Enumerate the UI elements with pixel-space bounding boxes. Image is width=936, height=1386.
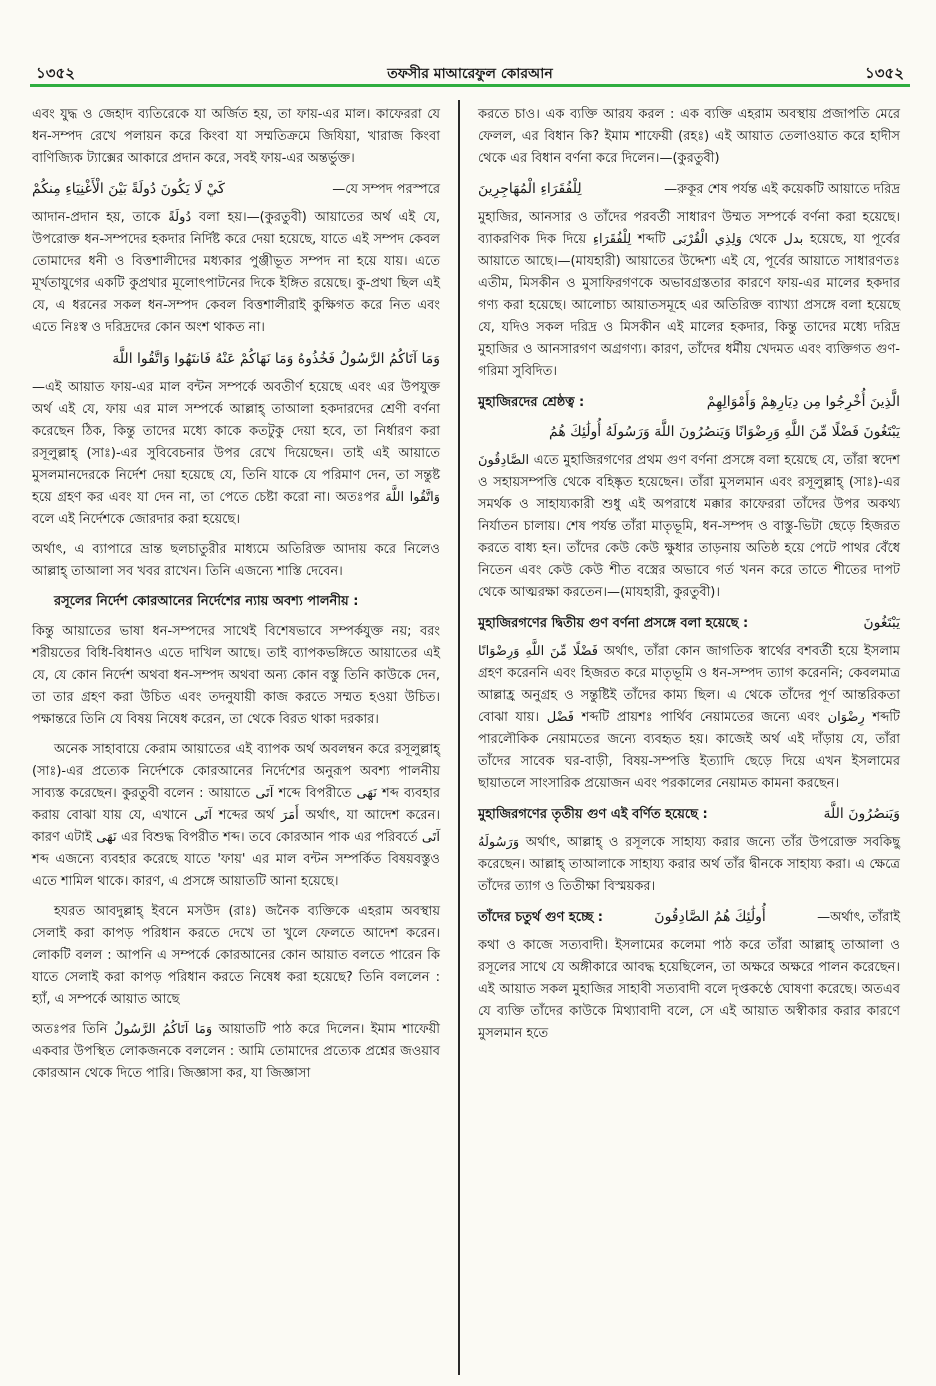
- arabic-verse: كَيْ لَا يَكُونَ دُولَةً بَيْنَ الْأَغْنِيَاءِ مِنكُمْ: [32, 181, 225, 197]
- arabic-word: وَمَا آتَاكُمُ الرَّسُولُ: [113, 1022, 213, 1037]
- verse-gloss: —রুকূর শেষ পর্যন্ত এই কয়েকটি আয়াতে দরিদ্র: [664, 182, 900, 197]
- verse-gloss: —অর্থাৎ, তাঁরাই: [817, 910, 900, 925]
- arabic-word: يَبْتَغُونَ: [863, 615, 900, 631]
- section-heading: মুহাজিরগণের তৃতীয় গুণ এই বর্ণিত হয়েছে :: [478, 807, 708, 822]
- paragraph: করতে চাও। এক ব্যক্তি আরয করল : এক ব্যক্তি এহরাম অবস্থায় প্রজাপতি মেরে ফেলল, এর বিধান কি? ইমাম শাফেয়ী (রহঃ) এই আয়াত তেলাওয়াত করে হাদীস থেকে এর বিধান বর্ণনা করে দিলেন।—(কুরতুবী): [478, 107, 900, 166]
- section-heading-row: [478, 803, 900, 826]
- section-heading: মুহাজিরগণের দ্বিতীয় গুণ বর্ণনা প্রসঙ্গে বলা হয়েছে :: [478, 616, 749, 631]
- arabic-verse: وَمَا آتَاكُمُ الرَّسُولُ فَخُذُوهُ وَمَا نَهَاكُمْ عَنْهُ فَانتَهُوا وَاتَّقُوا اللَّهَ: [112, 351, 440, 367]
- paragraph: [478, 641, 900, 795]
- arabic-word: أُولَٰئِكَ هُمُ الصَّادِقُونَ: [654, 909, 766, 925]
- paragraph: মুহাজির, আনসার ও তাঁদের পরবর্তী সাধারণ উম্মত সম্পর্কে বর্ণনা করা হয়েছে। ব্যাকরণিক দিক দিয়ে لِلْفُقَرَاءِ শব্দটি وَلِذِي الْقُرْبَى থেকে بدل হয়েছে, যা পূর্বের আয়াতে আছে।—(মাযহারী) আয়াতের উদ্দেশ্য এই যে, পূর্বের আয়াতে সাধারণতঃ এতীম, মিসকীন ও মুসাফিরগণকে অভাবগ্রস্ততার কারণে ফায়-এর মালের হকদার গণ্য করা হয়েছে। আলোচ্য আয়াতসমূহে এর অতিরিক্ত ব্যাখ্যা প্রসঙ্গে বলা হয়েছে যে, যদিও সকল দরিদ্র ও মিসকীন এই মালের হকদার, কিন্তু তাদের মধ্যে দরিদ্র মুহাজির ও আনসারগণ অগ্রগণ্য। কারণ, তাঁদের ধর্মীয় খেদমত এবং ব্যক্তিগত গুণ-গরিমা সুবিদিত।: [478, 210, 901, 379]
- text-run: আয়াতটি পাঠ করে দিলেন। ইমাম শাফেয়ী একবার উপস্থিত লোকজনকে বললেন : আমি তোমাদের প্রত্যেক প্রশ্নের জওয়াব কোরআন থেকে দিতে পারি। জিজ্ঞাসা কর, যা জিজ্ঞাসা: [32, 1022, 440, 1081]
- arabic-verse: لِلْفُقَرَاءِ الْمُهَاجِرِينَ: [478, 181, 582, 197]
- text-run: অর্থাৎ, আল্লাহ্ ও রসূলকে সাহায্য করার জন্যে তাঁর উপরোক্ত সবকিছু করেছেন। আল্লাহ্ তাআলাকে সাহায্য করার অর্থ তাঁর দ্বীনকে সাহায্য করা। এ ক্ষেত্রে তাঁদের ত্যাগ ও তিতীক্ষা বিস্ময়কর।: [478, 835, 900, 894]
- text-run: বলে এই নির্দেশকে জোরদার করা হয়েছে।: [32, 512, 241, 527]
- arabic-word: الصَّادِقُونَ: [478, 453, 530, 468]
- arabic-verse: الَّذِينَ أُخْرِجُوا مِن دِيَارِهِمْ وَأَمْوَالِهِمْ: [706, 394, 900, 410]
- paragraph: [32, 1019, 440, 1085]
- arabic-word: دُولَةً: [168, 210, 192, 225]
- verse-gloss: —যে সম্পদ পরস্পরে: [332, 182, 440, 197]
- paragraph: অনেক সাহাবায়ে কেরাম আয়াতের এই ব্যাপক অর্থ অবলম্বন করে রসূলুল্লাহ্ (সাঃ)-এর প্রত্যেক নির্দেশকে কোরআনের নির্দেশের অনুরূপ অবশ্য পালনীয় সাব্যস্ত করেছেন। কুরতুবী বলেন : আয়াতে آتَى শব্দে বিপরীতে نَهَى শব্দ ব্যবহার করায় বোঝা যায় যে, এখানে آتَى শব্দের অর্থ أَمَرَ অর্থাৎ, যা আদেশ করেন। কারণ এটাই نَهَى এর বিশুদ্ধ বিপরীত শব্দ। তবে কোরআন পাক এর পরিবর্তে آتَى শব্দ এজন্যে ব্যবহার করেছে যাতে 'ফায়' এর মাল বন্টন সম্পর্কিত বিষয়বস্তুও এতে শামিল থাকে। কারণ, এ প্রসঙ্গে আয়াতটি আনা হয়েছে।: [32, 742, 441, 889]
- paragraph: হযরত আবদুল্লাহ্ ইবনে মসউদ (রাঃ) জনৈক ব্যক্তিকে এহরাম অবস্থায় সেলাই করা কাপড় পরিধান করতে দেখে তা খুলে ফেলতে আদেশ করেন। লোকটি বলল : আপনি এ সম্পর্কে কোরআনের কোন আয়াত বলতে পারেন কি যাতে সেলাই করা কাপড় পরিধান করতে নিষেধ করা হয়েছে? তিনি বললেন : হ্যাঁ, এ সম্পর্কে আয়াত আছে: [32, 904, 440, 1007]
- page-number-right: ১৩৫২: [865, 64, 904, 82]
- arabic-word: وَاتَّقُوا اللَّهَ: [385, 490, 440, 505]
- running-title: তফসীর মাআরেফুল কোরআন: [387, 66, 553, 82]
- section-heading-row: [478, 391, 900, 414]
- arabic-word: وَرَسُولَهُ: [478, 835, 520, 850]
- section-heading: তাঁদের চতুর্থ গুণ হচ্ছে :: [478, 910, 603, 925]
- paragraph: এবং যুদ্ধ ও জেহাদ ব্যতিরেকে যা অর্জিত হয়, তা ফায়-এর মাল। কাফেররা যে ধন-সম্পদ রেখে পলায়ন করে কিংবা যা সম্মতিক্রমে জিযিয়া, খারাজ কিংবা বাণিজ্যিক ট্যাক্সের আকারে প্রদান করে, সবই ফায়-এর অন্তর্ভুক্ত।: [32, 107, 440, 166]
- paragraph: কিন্তু আয়াতের ভাষা ধন-সম্পদের সাথেই বিশেষভাবে সম্পর্কযুক্ত নয়; বরং শরীয়তের বিধি-বিধানও এতে দাখিল আছে। তাই ব্যাপকভঙ্গিতে আয়াতের এই যে, যে কোন নির্দেশ অথবা ধন-সম্পদ অথবা অন্য কোন বস্তু তিনি কাউকে দেন, তা তার গ্রহণ করা উচিত এবং তদনুযায়ী কাজ করতে সম্মত হওয়া উচিত। পক্ষান্তরে তিনি যে বিষয় নিষেধ করেন, তা থেকে বিরত থাকা দরকার।: [32, 624, 440, 727]
- paragraph: [32, 377, 440, 531]
- text-run: আদান-প্রদান হয়, তাকে: [32, 210, 161, 225]
- text-run: বলা হয়।—(কুরতুবী) আয়াতের অর্থ এই যে, উপরোক্ত ধন-সম্পদের হকদার নির্দিষ্ট করে দেয়া হয়েছে, যাতে এই সম্পদ কেবল তোমাদের ধনী ও বিত্তশালীদের মধ্যকার পুঞ্জীভূত সম্পদ না হয়ে যায়। এতে মূর্খতাযুগের একটি কুপ্রথার মূলোৎপাটনের দিকে ইঙ্গিত রয়েছে। কু-প্রথা ছিল এই যে, এ ধরনের সকল ধন-সম্পদ কেবল বিত্তশালীরাই কুক্ষিগত করে নিত এবং এতে নিঃস্ব ও দরিদ্রদের কোন অংশ থাকত না।: [32, 210, 440, 335]
- paragraph: [478, 450, 900, 604]
- paragraph: [32, 207, 440, 339]
- verse-line: [32, 178, 440, 201]
- page-number-left: ১৩৫২: [36, 64, 75, 82]
- text-run: এতে মুহাজিরগণের প্রথম গুণ বর্ণনা প্রসঙ্গে বলা হয়েছে যে, তাঁরা স্বদেশ ও সহায়সম্পত্তি থেকে বহিষ্কৃত হয়েছেন। তাঁরা মুসলমান এবং রসূলুল্লাহ্ (সাঃ)-এর সমর্থক ও সাহায্যকারী শুধু এই অপরাধে মক্কার কাফেররা তাঁদের উপর অকথ্য নির্যাতন চালায়। শেষ পর্যন্ত তাঁরা মাতৃভূমি, ধন-সম্পদ ও বাস্তু-ভিটা ছেড়ে হিজরত করতে বাধ্য হন। তাঁদের কেউ কেউ ক্ষুধার তাড়নায় অতিষ্ঠ হয়ে পেটে পাথর বেঁধে নিতেন এবং কেউ কেউ শীত বস্ত্রের অভাবে গর্ত খনন করে তাতে শীতের দাপট থেকে আত্মরক্ষা করতেন।—(মাযহারী, কুরতুবী)।: [478, 453, 900, 600]
- paragraph: কথা ও কাজে সত্যবাদী। ইসলামের কলেমা পাঠ করে তাঁরা আল্লাহ্ তাআলা ও রসূলের সাথে যে অঙ্গীকারে আবদ্ধ হয়েছিলেন, তা অক্ষরে অক্ষরে পালন করেছেন। এই আয়াত সকল মুহাজির সাহাবী সত্যবাদী বলে দৃপ্তকণ্ঠে ঘোষণা করেছে। অতএব যে ব্যক্তি তাঁদের কাউকে মিথ্যাবাদী বলে, সে এই আয়াত অস্বীকার করার কারণে মুসলমান হতে: [478, 938, 900, 1041]
- section-heading: মুহাজিরদের শ্রেষ্ঠত্ব :: [478, 395, 585, 410]
- section-heading: রসূলের নির্দেশ কোরআনের নির্দেশের ন্যায় অবশ্য পালনীয় :: [54, 594, 359, 609]
- text-run: অর্থাৎ, তাঁরা কোন জাগতিক স্বার্থের বশবর্তী হয়ে ইসলাম গ্রহণ করেননি এবং হিজরত করে মাতৃভূমি ও ধন-সম্পদ ত্যাগ করেননি; কেবলমাত্র আল্লাহ্র অনুগ্রহ ও সন্তুষ্টিই তাঁদের কাম্য ছিল। এ থেকে তাঁদের পূর্ণ আন্তরিকতা বোঝা যায়। فَضْل শব্দটি প্রায়শঃ পার্থিব নেয়ামতের জন্যে এবং رِضْوَان শব্দটি পারলৌকিক নেয়ামতের জন্যে ব্যবহৃত হয়। কাজেই অর্থ এই দাঁড়ায় যে, তাঁরা তাঁদের সাবেক ঘর-বাড়ী, বিষয়-সম্পত্তি ইত্যাদি ছেড়ে দিয়ে এখন ইসলামের ছায়াতলে সাংসারিক প্রয়োজন এবং পরকালের নেয়ামত কামনা করছেন।: [478, 644, 900, 791]
- section-heading-row: [478, 906, 900, 929]
- text-run: অতঃপর তিনি: [32, 1022, 108, 1037]
- arabic-word: فَضْلًا مِّنَ اللَّهِ وَرِضْوَانًا: [478, 644, 598, 659]
- paragraph: অর্থাৎ, এ ব্যাপারে ভ্রান্ত ছলচাতুরীর মাধ্যমে অতিরিক্ত আদায় করে নিলেও আল্লাহ্ তাআলা সব খবর রাখেন। তিনি এজন্যে শাস্তি দেবেন।: [32, 542, 440, 579]
- right-column: [478, 104, 900, 1053]
- text-run: —এই আয়াত ফায়-এর মাল বন্টন সম্পর্কে অবতীর্ণ হয়েছে এবং এর উপযুক্ত অর্থ এই যে, ফায় এর মাল সম্পর্কে আল্লাহ্ তাআলা হকদারদের শ্রেণী বর্ণনা করেছেন ঠিক, কিন্তু তাদের মধ্যে কাকে কতটুকু দেয়া হবে, তা নির্ধারণ করা রসূলুল্লাহ্ (সাঃ)-এর সুবিবেচনার উপর রেখে দিয়েছেন। তাই এই আয়াতে মুসলমানদেরকে নির্দেশ দেয়া হয়েছে যে, তিনি যাকে যে পরিমাণ দেন, তা সন্তুষ্ট হয়ে গ্রহণ কর এবং যা দেন না, তা পেতে চেষ্টা করো না। অতঃপর: [32, 380, 440, 505]
- left-column: [32, 104, 440, 1093]
- arabic-verse: يَبْتَغُونَ فَضْلًا مِّنَ اللَّهِ وَرِضْوَانًا وَيَنصُرُونَ اللَّهَ وَرَسُولَهُ أُولَٰئِكَ هُمُ: [549, 424, 900, 440]
- column-divider: [458, 100, 460, 1375]
- verse-line: [478, 178, 900, 201]
- section-heading-row: [478, 612, 900, 635]
- arabic-word: وَيَنصُرُونَ اللَّهَ: [823, 806, 900, 822]
- header-rule: [30, 84, 910, 87]
- paragraph: [478, 832, 900, 898]
